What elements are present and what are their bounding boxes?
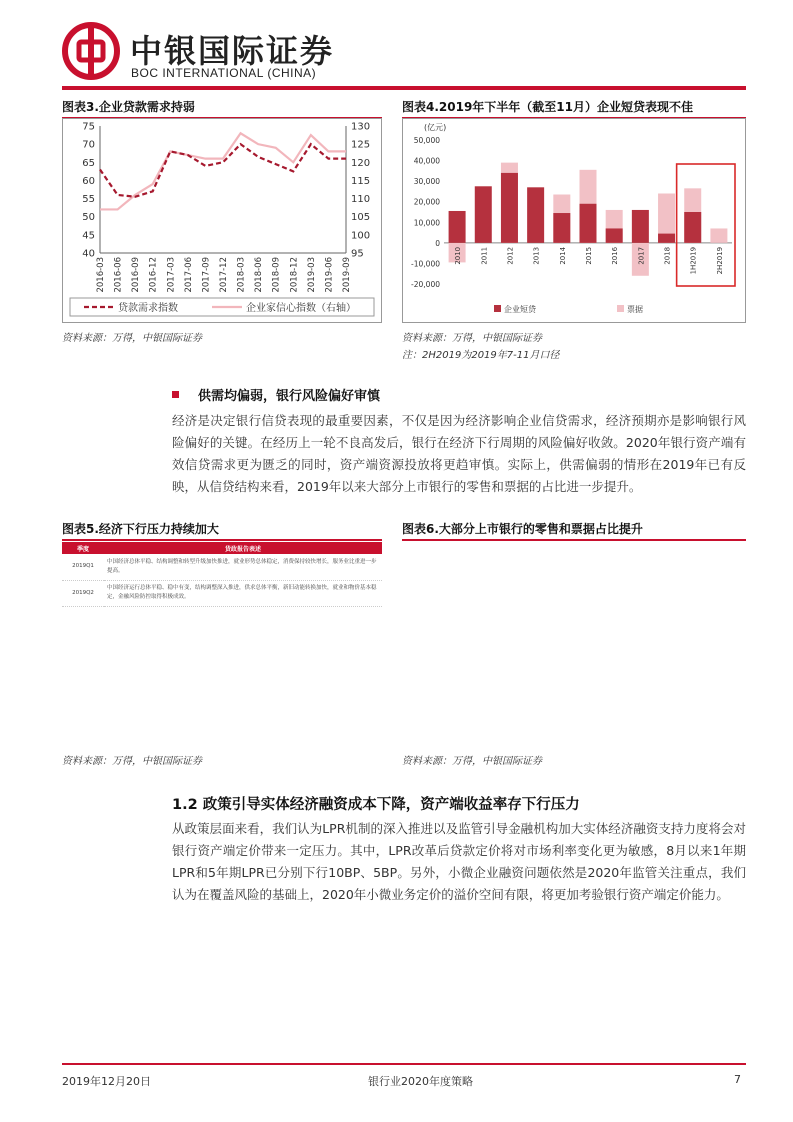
fig3-x-tick: 2016-06 <box>113 257 124 293</box>
header-divider <box>62 86 746 90</box>
brand-name-cn: 中银国际证券 <box>130 32 335 70</box>
fig5-title: 图表5.经济下行压力持续加大 <box>62 522 219 536</box>
fig3-x-tick: 2019-09 <box>342 257 352 293</box>
fig3-x-tick: 2019-03 <box>306 257 317 293</box>
fig4-unit: (亿元) <box>424 123 447 132</box>
fig3-right-tick: 115 <box>351 175 371 187</box>
footer-date: 2019年12月20日 <box>62 1075 151 1088</box>
fig5-header-quarter: 季度 <box>62 542 104 554</box>
fig4-y-tick: 20,000 <box>413 197 440 207</box>
fig4-bar-loan <box>658 234 675 243</box>
fig3-x-tick: 2017-03 <box>166 257 177 293</box>
fig4-x-tick: 2016 <box>611 246 620 265</box>
page-number: 7 <box>734 1073 741 1086</box>
section1-title: 供需均偏弱，银行风险偏好审慎 <box>198 389 381 404</box>
fig4-y-tick: 50,000 <box>413 136 440 145</box>
fig3-x-tick: 2017-12 <box>219 257 229 293</box>
fig4-note: 注：2H2019为2019年7-11月口径 <box>402 350 560 361</box>
fig5-quarter-cell: 2019Q2 <box>62 580 104 606</box>
fig5-table-row <box>62 580 382 606</box>
boc-logo <box>62 22 120 80</box>
footer-divider <box>62 1063 746 1065</box>
fig3-legend-label-1: 贷款需求指数 <box>118 303 178 314</box>
fig5-title-rule <box>62 539 382 541</box>
fig5-source: 资料来源：万得，中银国际证券 <box>62 756 202 767</box>
fig6-bar-chart <box>402 542 746 742</box>
fig4-x-tick: 2012 <box>506 246 515 265</box>
fig3-right-tick: 100 <box>351 230 371 242</box>
fig3-left-tick: 75 <box>82 121 95 133</box>
fig3-x-tick: 2019-06 <box>324 257 335 293</box>
fig6-source: 资料来源：万得，中银国际证券 <box>402 756 542 767</box>
fig3-x-tick: 2016-09 <box>131 257 142 293</box>
fig3-x-tick: 2018-12 <box>289 257 300 293</box>
fig3-legend-label-2: 企业家信心指数（右轴） <box>246 303 356 314</box>
fig4-bar-loan <box>475 186 492 243</box>
fig3-left-tick: 70 <box>82 139 95 151</box>
fig3-source: 资料来源：万得，中银国际证券 <box>62 333 202 344</box>
fig4-y-tick: -20,000 <box>411 280 440 289</box>
fig3-right-tick: 120 <box>351 157 371 169</box>
fig4-bar-bill <box>710 228 727 242</box>
fig4-bar-loan <box>580 204 597 243</box>
fig4-legend-swatch-2 <box>617 305 624 312</box>
fig5-table <box>62 542 382 607</box>
fig4-source: 资料来源：万得，中银国际证券 <box>402 333 542 344</box>
fig5-table-container <box>62 542 382 742</box>
fig3-right-tick: 110 <box>351 194 371 206</box>
fig3-left-tick: 65 <box>82 157 95 169</box>
fig3-x-tick: 2017-09 <box>201 257 212 293</box>
fig3-x-tick: 2016-03 <box>96 257 106 293</box>
fig4-y-tick: -10,000 <box>411 259 440 269</box>
fig3-left-tick: 40 <box>82 248 95 260</box>
section1-paragraph: 经济是决定银行信贷表现的最重要因素，不仅是因为经济影响企业信贷需求，经济预期亦是影响银行风险偏好的关键。在经历上一轮不良高发后，银行在经济下行周期的风险偏好收敛。2020年银行资产端有效信贷需求更为匮乏的同时，资产端资源投放将更趋审慎。实际上，供需偏弱的情形在2019年已有反映，从信贷结构来看，2019年以来大部分上市银行的零售和票据的占比进一步提升。 <box>172 413 746 494</box>
fig4-x-tick: 1H2019 <box>689 246 698 275</box>
fig5-table-row <box>62 554 382 580</box>
fig4-bar-loan <box>632 210 649 243</box>
fig3-left-tick: 55 <box>82 194 95 206</box>
fig3-left-tick: 60 <box>82 175 95 187</box>
fig5-quarter-cell: 2019Q1 <box>62 554 104 580</box>
fig3-right-tick: 105 <box>351 212 371 224</box>
fig4-x-tick: 2013 <box>532 246 541 265</box>
fig4-y-tick: 10,000 <box>413 218 440 228</box>
fig4-x-tick: 2011 <box>480 246 489 265</box>
fig3-line-chart <box>62 118 382 323</box>
fig6-title: 图表6.大部分上市银行的零售和票据占比提升 <box>402 522 643 536</box>
fig4-x-tick: 2010 <box>454 246 463 265</box>
fig6-title-rule <box>402 539 746 541</box>
brand-name-en: BOC INTERNATIONAL (CHINA) <box>131 66 317 80</box>
fig3-x-tick: 2018-09 <box>271 257 282 293</box>
fig4-y-tick: 40,000 <box>413 156 440 166</box>
fig3-x-tick: 2018-06 <box>254 257 265 293</box>
fig3-right-tick: 95 <box>351 248 364 260</box>
fig4-legend-swatch-1 <box>494 305 501 312</box>
fig4-x-tick: 2014 <box>558 246 567 265</box>
fig5-header-statement: 货政报告表述 <box>104 542 382 554</box>
fig4-bar-loan <box>606 228 623 242</box>
fig5-statement-cell: 中国经济总体平稳、结构调整和转型升级加快推进，就业形势总体稳定，消费保持较快增长，服务业比重进一步提高。 <box>104 554 382 580</box>
fig4-bar-loan <box>449 211 466 243</box>
fig4-x-tick: 2015 <box>585 246 593 265</box>
section2-heading: 1.2 政策引导实体经济融资成本下降，资产端收益率存下行压力 <box>172 797 580 813</box>
fig4-x-tick: 2017 <box>637 246 646 265</box>
fig4-bar-loan <box>527 187 544 243</box>
fig5-statement-cell: 中国经济运行总体平稳、稳中有变，结构调整深入推进，供求总体平衡，新旧动能转换加快，就业和物价基本稳定，金融风险防控取得积极成效。 <box>104 580 382 606</box>
section2-paragraph: 从政策层面来看，我们认为LPR机制的深入推进以及监管引导金融机构加大实体经济融资支持力度将会对银行资产端定价带来一定压力。其中，LPR改革后贷款定价将对市场利率变化更为敏感，8月以来1年期LPR和5年期LPR已分别下行10BP、5BP。另外，小微企业融资问题依然是2020年监管关注重点，我们认为在覆盖风险的基础上，2020年小微业务定价的溢价空间有限，将更加考验银行资产端定价能力。 <box>172 821 746 902</box>
fig3-right-tick: 130 <box>351 121 371 133</box>
footer-report-title: 银行业2020年度策略 <box>368 1075 473 1088</box>
fig3-title: 图表3.企业贷款需求持弱 <box>62 100 195 114</box>
fig4-y-tick: 0 <box>435 238 440 248</box>
fig4-y-tick: 30,000 <box>413 177 440 187</box>
fig3-left-tick: 50 <box>82 212 95 224</box>
fig4-legend-label-1: 企业短贷 <box>504 305 536 314</box>
fig3-x-tick: 2018-03 <box>236 257 247 293</box>
fig3-x-tick: 2017-06 <box>183 257 194 293</box>
fig3-left-tick: 45 <box>82 230 95 242</box>
fig4-bar-chart <box>402 118 746 323</box>
fig4-bar-loan <box>553 213 570 243</box>
section-bullet <box>172 391 179 398</box>
fig4-x-tick: 2018 <box>663 246 672 265</box>
fig4-legend-label-2: 票据 <box>627 305 643 314</box>
fig4-bar-loan <box>501 173 518 243</box>
fig3-x-tick: 2016-12 <box>148 257 159 293</box>
fig4-x-tick: 2H2019 <box>715 246 724 275</box>
fig4-bar-loan <box>684 212 701 243</box>
fig3-right-tick: 125 <box>351 139 371 151</box>
fig4-title: 图表4.2019年下半年（截至11月）企业短贷表现不佳 <box>402 100 694 114</box>
